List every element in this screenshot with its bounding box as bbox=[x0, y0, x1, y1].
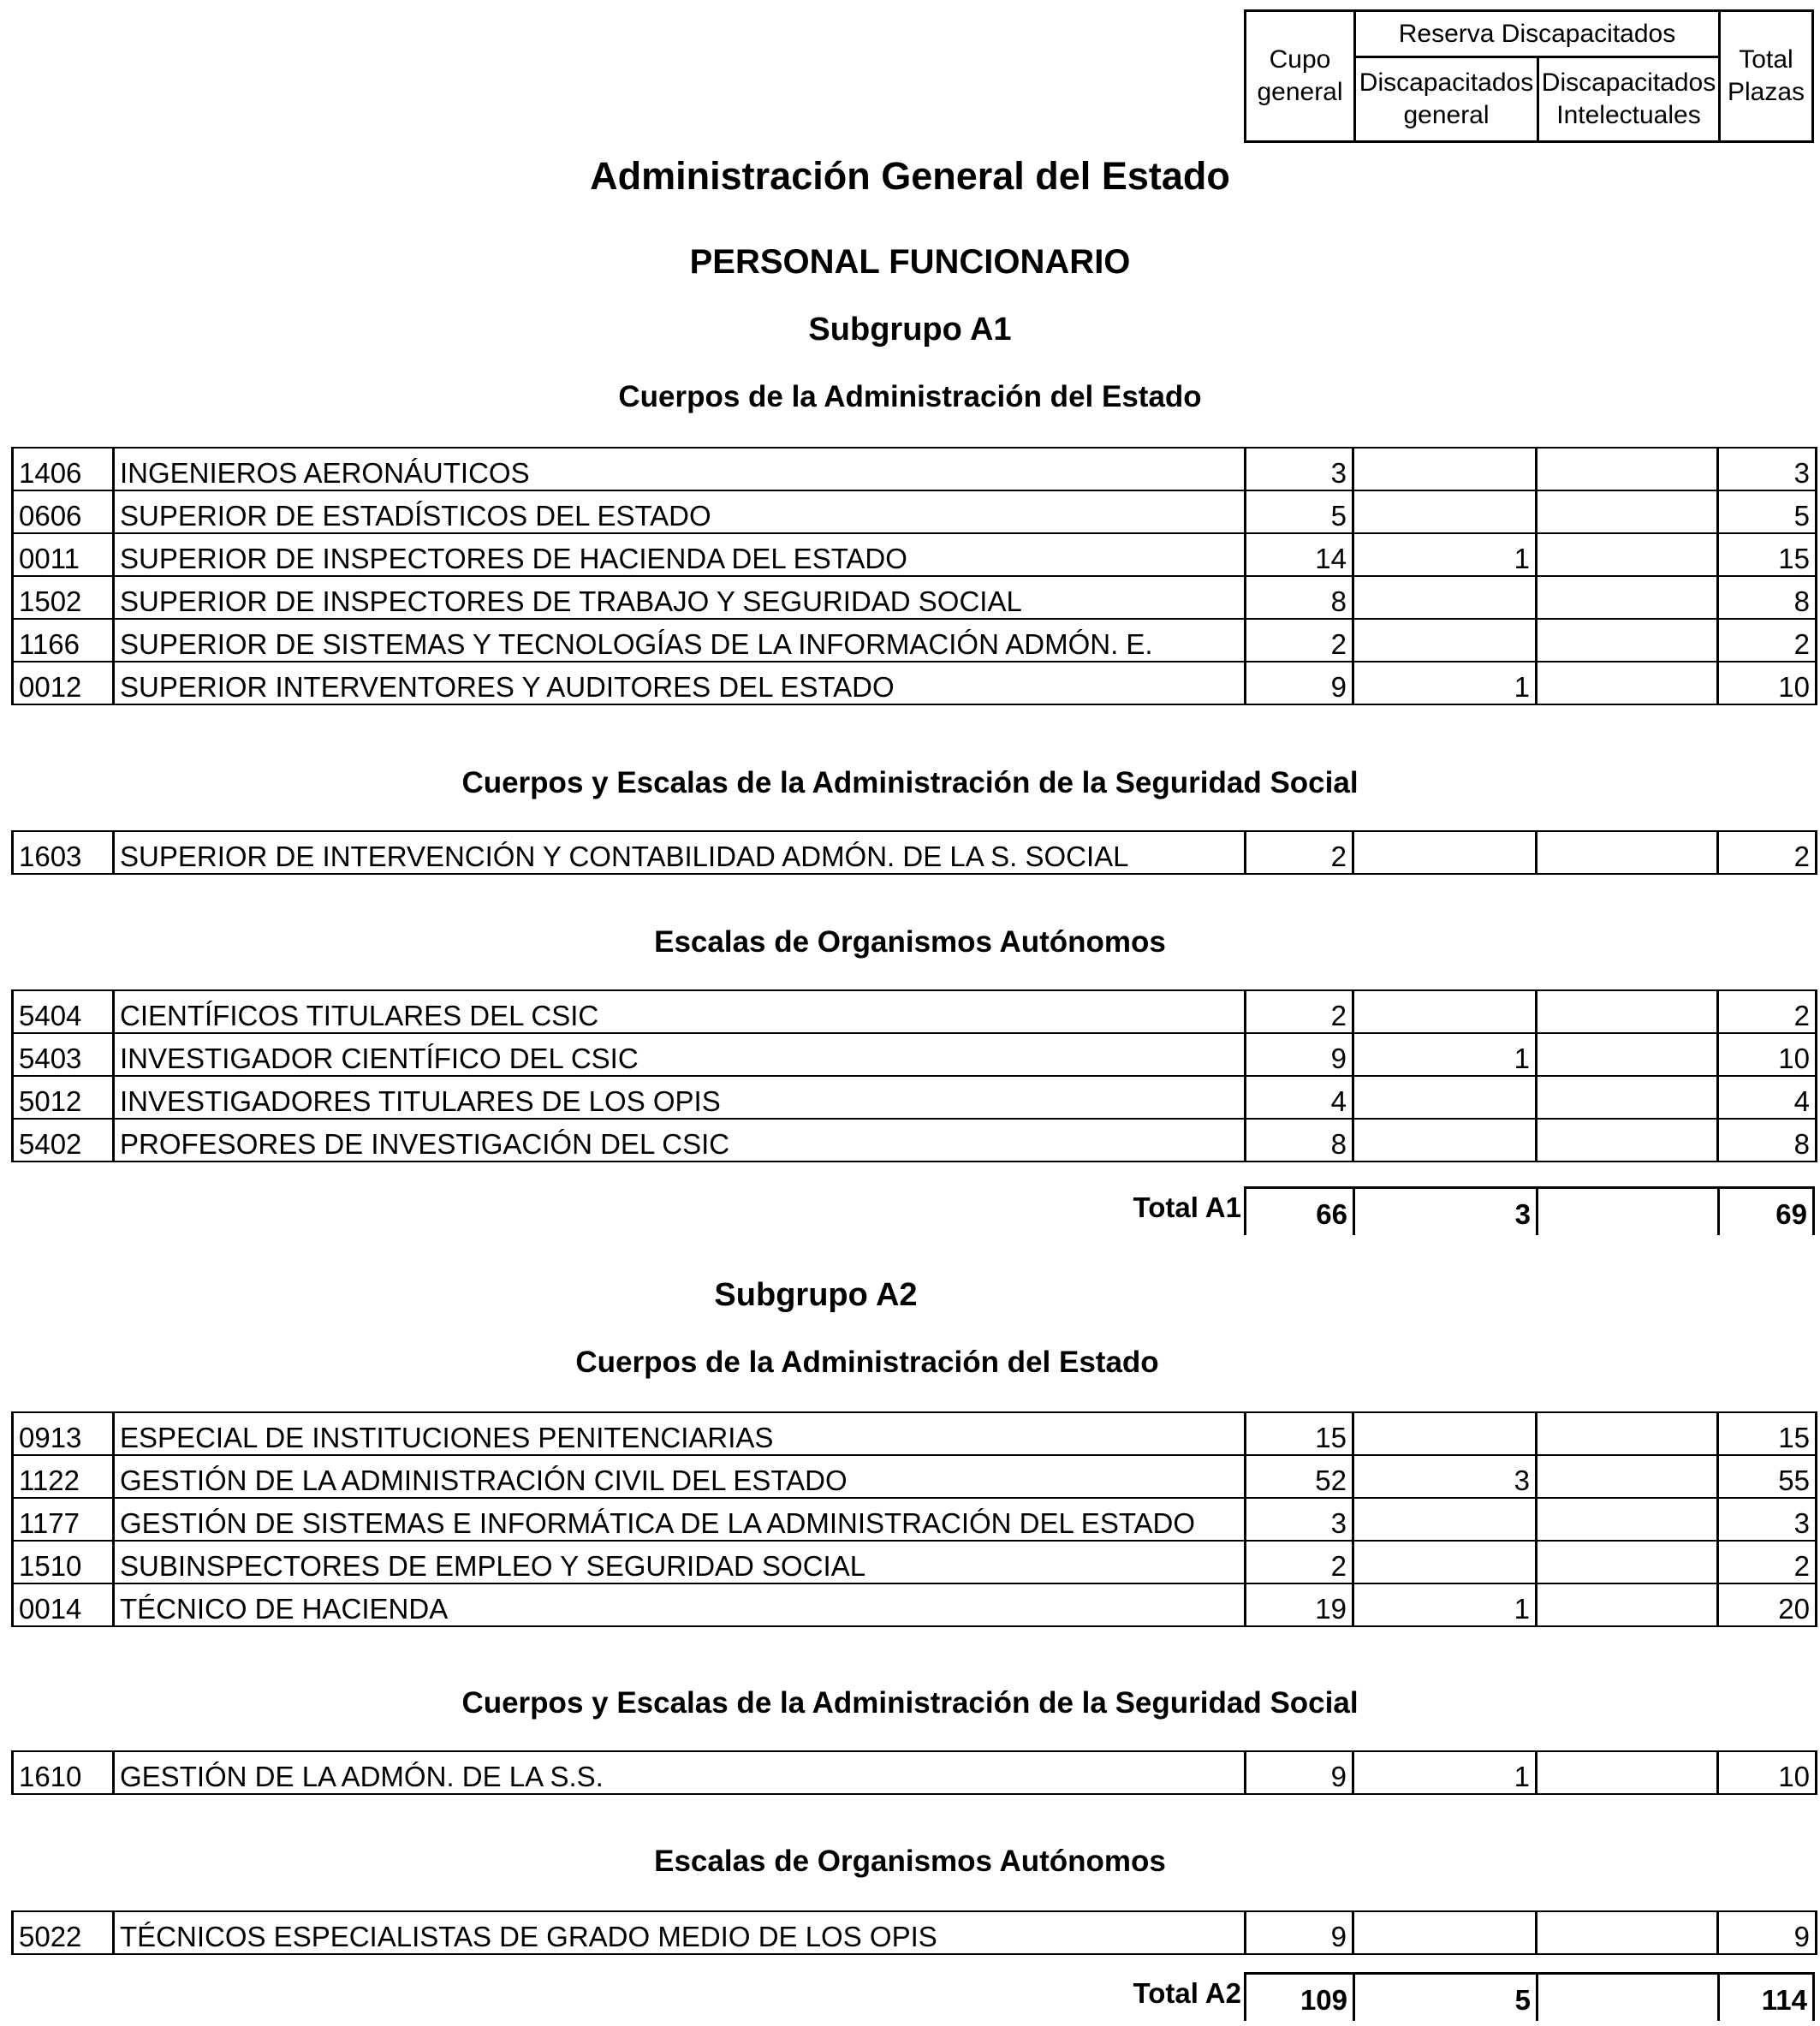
table-row bbox=[13, 990, 1817, 1033]
row-code: 1166 bbox=[13, 619, 114, 662]
table-row bbox=[13, 662, 1817, 704]
section-title: Cuerpos de la Administración del Estado bbox=[618, 380, 1202, 413]
row-code: 5403 bbox=[13, 1033, 114, 1076]
row-code: 1610 bbox=[13, 1751, 114, 1794]
column-header bbox=[1244, 9, 1814, 143]
row-cupo: 3 bbox=[1246, 448, 1353, 490]
row-code: 1510 bbox=[13, 1541, 114, 1583]
group-title-a2: Subgrupo A2 bbox=[714, 1277, 918, 1313]
row-disc-general: 1 bbox=[1353, 1033, 1537, 1076]
row-total: 2 bbox=[1718, 990, 1817, 1033]
header-discapacitados-intelectuales: Discapacitados Intelectuales bbox=[1541, 68, 1716, 129]
row-disc-intelectuales bbox=[1537, 448, 1718, 490]
table-row bbox=[13, 1119, 1817, 1162]
row-total: 2 bbox=[1718, 1541, 1817, 1583]
total-plazas: 114 bbox=[1717, 1975, 1815, 2021]
table-row bbox=[13, 1076, 1817, 1119]
row-cupo: 3 bbox=[1246, 1498, 1353, 1541]
table-row bbox=[13, 1498, 1817, 1541]
row-disc-general bbox=[1353, 619, 1537, 662]
row-code: 1406 bbox=[13, 448, 114, 490]
row-disc-general bbox=[1353, 1076, 1537, 1119]
row-disc-general: 1 bbox=[1353, 662, 1537, 704]
row-total: 10 bbox=[1718, 1033, 1817, 1076]
row-disc-intelectuales bbox=[1537, 831, 1718, 874]
row-disc-intelectuales bbox=[1537, 490, 1718, 533]
row-total: 15 bbox=[1718, 533, 1817, 576]
row-cupo: 9 bbox=[1246, 1033, 1353, 1076]
total-disc-general: 3 bbox=[1353, 1189, 1536, 1235]
total-row-a1 bbox=[1244, 1186, 1815, 1235]
row-code: 0012 bbox=[13, 662, 114, 704]
table-row bbox=[13, 831, 1817, 874]
row-disc-intelectuales bbox=[1537, 1911, 1718, 1954]
row-name: ESPECIAL DE INSTITUCIONES PENITENCIARIAS bbox=[114, 1412, 1246, 1455]
row-code: 1177 bbox=[13, 1498, 114, 1541]
row-cupo: 9 bbox=[1246, 1911, 1353, 1954]
row-total: 2 bbox=[1718, 831, 1817, 874]
row-total: 5 bbox=[1718, 490, 1817, 533]
row-name: SUPERIOR INTERVENTORES Y AUDITORES DEL ESTADO bbox=[114, 662, 1246, 704]
data-table bbox=[11, 1910, 1817, 1955]
table-row bbox=[13, 1583, 1817, 1626]
total-disc-general: 5 bbox=[1353, 1975, 1536, 2021]
row-name: INGENIEROS AERONÁUTICOS bbox=[114, 448, 1246, 490]
section-title: Cuerpos de la Administración del Estado bbox=[575, 1346, 1159, 1379]
total-cupo: 66 bbox=[1244, 1189, 1353, 1235]
table-row bbox=[13, 533, 1817, 576]
row-disc-intelectuales bbox=[1537, 576, 1718, 619]
table-row bbox=[13, 1911, 1817, 1954]
row-disc-intelectuales bbox=[1537, 990, 1718, 1033]
total-label-a1: Total A1 bbox=[1133, 1191, 1241, 1223]
data-table bbox=[11, 830, 1817, 875]
row-name: GESTIÓN DE LA ADMÓN. DE LA S.S. bbox=[114, 1751, 1246, 1794]
table-row bbox=[13, 448, 1817, 490]
section-title: Escalas de Organismos Autónomos bbox=[654, 925, 1166, 959]
row-disc-intelectuales bbox=[1537, 619, 1718, 662]
row-code: 5404 bbox=[13, 990, 114, 1033]
row-disc-general bbox=[1353, 1412, 1537, 1455]
row-code: 5012 bbox=[13, 1076, 114, 1119]
row-code: 1122 bbox=[13, 1455, 114, 1498]
total-cupo: 109 bbox=[1244, 1975, 1353, 2021]
row-cupo: 9 bbox=[1246, 662, 1353, 704]
row-code: 0011 bbox=[13, 533, 114, 576]
row-disc-intelectuales bbox=[1537, 1119, 1718, 1162]
row-disc-general bbox=[1353, 576, 1537, 619]
table-row bbox=[13, 1412, 1817, 1455]
header-discapacitados-general: Discapacitados general bbox=[1359, 68, 1534, 129]
row-disc-intelectuales bbox=[1537, 1541, 1718, 1583]
row-total: 9 bbox=[1718, 1911, 1817, 1954]
row-disc-intelectuales bbox=[1537, 1583, 1718, 1626]
total-label-a2: Total A2 bbox=[1133, 1977, 1241, 2009]
row-disc-general bbox=[1353, 1911, 1537, 1954]
row-total: 3 bbox=[1718, 1498, 1817, 1541]
row-disc-general: 1 bbox=[1353, 533, 1537, 576]
row-disc-general bbox=[1353, 1119, 1537, 1162]
row-name: SUBINSPECTORES DE EMPLEO Y SEGURIDAD SOCIAL bbox=[114, 1541, 1246, 1583]
row-name: SUPERIOR DE INSPECTORES DE TRABAJO Y SEGURIDAD SOCIAL bbox=[114, 576, 1246, 619]
row-disc-intelectuales bbox=[1537, 533, 1718, 576]
row-disc-intelectuales bbox=[1537, 1076, 1718, 1119]
total-plazas: 69 bbox=[1717, 1189, 1815, 1235]
row-disc-general: 1 bbox=[1353, 1583, 1537, 1626]
row-disc-general bbox=[1353, 831, 1537, 874]
row-disc-general bbox=[1353, 990, 1537, 1033]
row-total: 10 bbox=[1718, 1751, 1817, 1794]
row-cupo: 2 bbox=[1246, 1541, 1353, 1583]
row-disc-intelectuales bbox=[1537, 1751, 1718, 1794]
data-table bbox=[11, 447, 1817, 705]
section-title: Cuerpos y Escalas de la Administración de la Seguridad Social bbox=[461, 1686, 1359, 1720]
row-total: 4 bbox=[1718, 1076, 1817, 1119]
section-title: Escalas de Organismos Autónomos bbox=[654, 1845, 1166, 1878]
row-total: 2 bbox=[1718, 619, 1817, 662]
table-row bbox=[13, 1033, 1817, 1076]
row-code: 1502 bbox=[13, 576, 114, 619]
row-name: TÉCNICOS ESPECIALISTAS DE GRADO MEDIO DE LOS OPIS bbox=[114, 1911, 1246, 1954]
total-disc-intelectuales bbox=[1536, 1189, 1717, 1235]
row-code: 5402 bbox=[13, 1119, 114, 1162]
row-total: 10 bbox=[1718, 662, 1817, 704]
total-disc-intelectuales bbox=[1536, 1975, 1717, 2021]
row-code: 0606 bbox=[13, 490, 114, 533]
row-name: INVESTIGADOR CIENTÍFICO DEL CSIC bbox=[114, 1033, 1246, 1076]
data-table bbox=[11, 989, 1817, 1162]
table-row bbox=[13, 1751, 1817, 1794]
row-name: PROFESORES DE INVESTIGACIÓN DEL CSIC bbox=[114, 1119, 1246, 1162]
row-cupo: 19 bbox=[1246, 1583, 1353, 1626]
row-disc-intelectuales bbox=[1537, 1033, 1718, 1076]
row-cupo: 15 bbox=[1246, 1412, 1353, 1455]
row-name: CIENTÍFICOS TITULARES DEL CSIC bbox=[114, 990, 1246, 1033]
row-name: SUPERIOR DE INSPECTORES DE HACIENDA DEL ESTADO bbox=[114, 533, 1246, 576]
row-cupo: 2 bbox=[1246, 831, 1353, 874]
row-disc-general: 1 bbox=[1353, 1751, 1537, 1794]
row-cupo: 52 bbox=[1246, 1455, 1353, 1498]
page-subtitle: PERSONAL FUNCIONARIO bbox=[689, 243, 1131, 281]
row-disc-intelectuales bbox=[1537, 662, 1718, 704]
total-row-a2 bbox=[1244, 1972, 1815, 2021]
row-total: 15 bbox=[1718, 1412, 1817, 1455]
row-cupo: 8 bbox=[1246, 576, 1353, 619]
header-reserva-discapacitados: Reserva Discapacitados bbox=[1398, 19, 1676, 48]
row-name: GESTIÓN DE SISTEMAS E INFORMÁTICA DE LA ADMINISTRACIÓN DEL ESTADO bbox=[114, 1498, 1246, 1541]
row-disc-general: 3 bbox=[1353, 1455, 1537, 1498]
row-name: INVESTIGADORES TITULARES DE LOS OPIS bbox=[114, 1076, 1246, 1119]
data-table bbox=[11, 1411, 1817, 1627]
row-total: 8 bbox=[1718, 576, 1817, 619]
section-title: Cuerpos y Escalas de la Administración de la Seguridad Social bbox=[461, 766, 1359, 799]
row-disc-general bbox=[1353, 1498, 1537, 1541]
row-disc-general bbox=[1353, 490, 1537, 533]
row-disc-general bbox=[1353, 1541, 1537, 1583]
row-code: 0014 bbox=[13, 1583, 114, 1626]
row-name: TÉCNICO DE HACIENDA bbox=[114, 1583, 1246, 1626]
row-total: 55 bbox=[1718, 1455, 1817, 1498]
row-cupo: 4 bbox=[1246, 1076, 1353, 1119]
row-total: 20 bbox=[1718, 1583, 1817, 1626]
row-code: 1603 bbox=[13, 831, 114, 874]
row-name: SUPERIOR DE ESTADÍSTICOS DEL ESTADO bbox=[114, 490, 1246, 533]
table-row bbox=[13, 490, 1817, 533]
page-title: Administración General del Estado bbox=[590, 154, 1230, 198]
row-disc-intelectuales bbox=[1537, 1455, 1718, 1498]
row-name: SUPERIOR DE SISTEMAS Y TECNOLOGÍAS DE LA INFORMACIÓN ADMÓN. E. bbox=[114, 619, 1246, 662]
row-name: GESTIÓN DE LA ADMINISTRACIÓN CIVIL DEL ESTADO bbox=[114, 1455, 1246, 1498]
row-cupo: 9 bbox=[1246, 1751, 1353, 1794]
row-cupo: 8 bbox=[1246, 1119, 1353, 1162]
row-cupo: 2 bbox=[1246, 990, 1353, 1033]
row-cupo: 14 bbox=[1246, 533, 1353, 576]
header-total-plazas: Total Plazas bbox=[1727, 45, 1805, 106]
row-total: 3 bbox=[1718, 448, 1817, 490]
header-cupo-general: Cupo general bbox=[1257, 45, 1343, 106]
table-row bbox=[13, 576, 1817, 619]
row-code: 5022 bbox=[13, 1911, 114, 1954]
row-disc-general bbox=[1353, 448, 1537, 490]
row-name: SUPERIOR DE INTERVENCIÓN Y CONTABILIDAD ADMÓN. DE LA S. SOCIAL bbox=[114, 831, 1246, 874]
row-total: 8 bbox=[1718, 1119, 1817, 1162]
group-title-a1: Subgrupo A1 bbox=[808, 312, 1012, 348]
row-disc-intelectuales bbox=[1537, 1498, 1718, 1541]
table-row bbox=[13, 1541, 1817, 1583]
data-table bbox=[11, 1750, 1817, 1795]
row-code: 0913 bbox=[13, 1412, 114, 1455]
row-cupo: 5 bbox=[1246, 490, 1353, 533]
table-row bbox=[13, 1455, 1817, 1498]
row-cupo: 2 bbox=[1246, 619, 1353, 662]
table-row bbox=[13, 619, 1817, 662]
row-disc-intelectuales bbox=[1537, 1412, 1718, 1455]
